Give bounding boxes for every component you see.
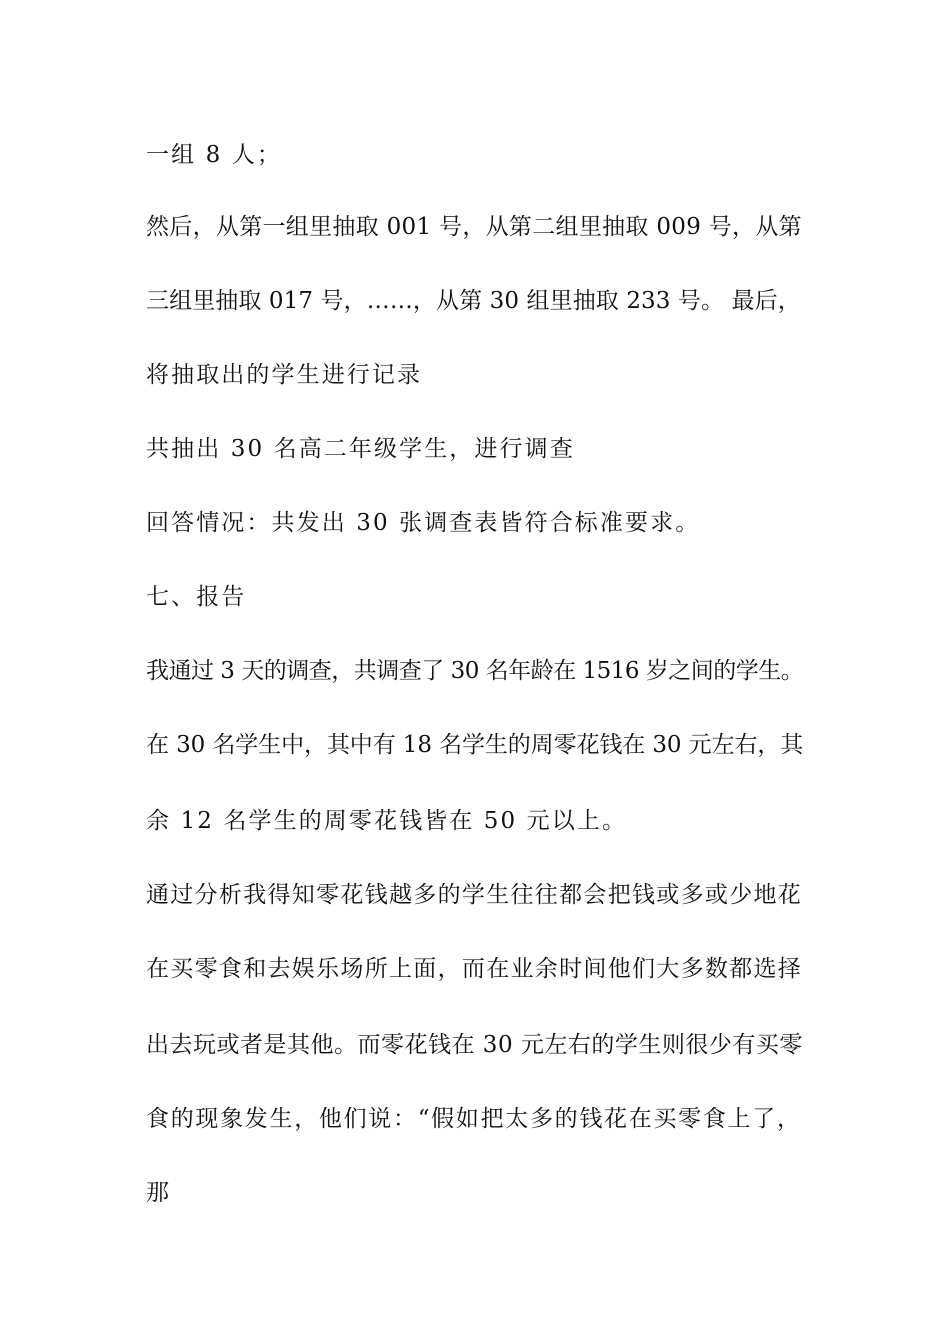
- text-line: 那: [146, 1180, 172, 1206]
- text-line: 出去玩或者是其他。而零花钱在 30 元左右的学生则很少有买零: [146, 1032, 803, 1058]
- text-line: 将抽取出的学生进行记录: [146, 362, 423, 388]
- text-line: 一组 8 人；: [146, 142, 282, 168]
- text-line: 在买零食和去娱乐场所上面，而在业余时间他们大多数都选择: [146, 956, 803, 982]
- text-line: 通过分析我得知零花钱越多的学生往往都会把钱或多或少地花: [146, 882, 803, 908]
- text-line: 然后，从第一组里抽取 001 号，从第二组里抽取 009 号，从第: [146, 214, 802, 240]
- section-heading: 七、报告: [146, 584, 247, 610]
- text-line: 我通过 3 天的调查，共调查了 30 名年龄在 1516 岁之间的学生。: [146, 658, 804, 684]
- text-line: 三组里抽取 017 号，……，从第 30 组里抽取 233 号。 最后，: [146, 288, 801, 314]
- text-line: 食的现象发生，他们说：“假如把太多的钱花在买零食上了，: [146, 1106, 802, 1132]
- text-line: 共抽出 30 名高二年级学生，进行调查: [146, 436, 575, 462]
- text-line: 余 12 名学生的周零花钱皆在 50 元以上。: [146, 808, 628, 834]
- text-line: 回答情况：共发出 30 张调查表皆符合标准要求。: [146, 510, 701, 536]
- text-line: 在 30 名学生中，其中有 18 名学生的周零花钱在 30 元左右，其: [146, 732, 804, 758]
